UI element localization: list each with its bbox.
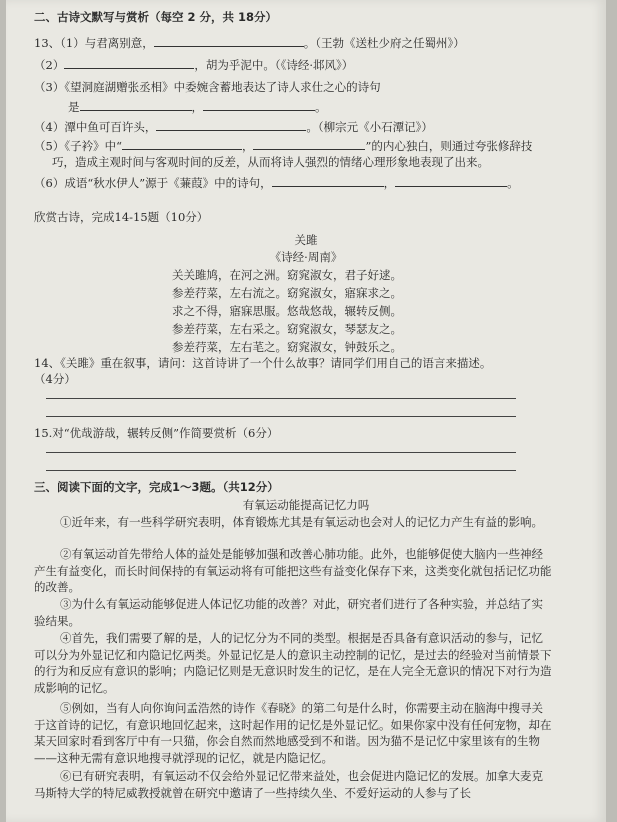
article-paragraph-2: ②有氧运动首先带给人体的益处是能够加强和改善心肺功能。此外，也能够促使大脑内一些神经产生有益变化，而长时间保持的有氧运动将有可能把这些有益变化保存下来，这类变化就包括记忆功能的改善。	[34, 547, 552, 594]
answer-blank[interactable]	[80, 100, 192, 111]
q13-5: （5）《子衿》中“ ， ”的内心独白，则通过夸张修辞技	[34, 139, 533, 153]
article-paragraph-6: ⑥已有研究表明，有氧运动不仅会给外显记忆带来益处，也会促进内隐记忆的发展。加拿大麦克马斯特大学的特尼威教授就曾在研究中邀请了一些持续久坐、不爱好运动的人参与了长	[34, 769, 543, 800]
q13-6: （6）成语“秋水伊人”源于《蒹葭》中的诗句， ， 。	[34, 176, 519, 190]
q14-score: （4分）	[34, 372, 76, 386]
poem-source: 《诗经·周南》	[269, 250, 343, 264]
q13-3-answer: 是 ， 。	[68, 100, 327, 114]
q15-text: 15.对“优哉游哉，辗转反侧”作简要赏析（6分）	[34, 426, 279, 440]
article-paragraph-5: ⑤例如，当有人向你询问孟浩然的诗作《春晓》的第二句是什么时，你需要主动在脑海中搜寻关于这首诗的记忆，有意识地回忆起来，这时起作用的记忆是外显记忆。如果你家中没有任何宠物，却在某天回家时看到客厅中有一只猫，你会自然而然地感受到不和谐。因为猫不是记忆中家里该有的生物——这种无需有意识地搜寻就浮现的记忆，就是内隐记忆。	[34, 701, 552, 765]
q14-text: 14、《关雎》重在叙事，请问：这首诗讲了一个什么故事？请同学们用自己的语言来描述。	[34, 356, 492, 370]
exam-page	[6, 0, 606, 822]
answer-blank[interactable]	[203, 100, 315, 111]
poem-line: 关关雎鸠，在河之洲。窈窕淑女，君子好逑。	[172, 268, 402, 282]
poem-line: 参差荇菜，左右流之。窈窕淑女，寤寐求之。	[172, 286, 402, 300]
answer-blank[interactable]	[122, 139, 242, 150]
answer-blank[interactable]	[156, 120, 306, 131]
article-paragraph-1: ①近年来，有一些科学研究表明，体育锻炼尤其是有氧运动也会对人的记忆力产生有益的影响。	[60, 515, 543, 529]
answer-line[interactable]	[46, 470, 516, 471]
q13-4: （4）潭中鱼可百许头， 。（柳宗元《小石潭记》）	[34, 120, 433, 134]
q13-5-cont: 巧，造成主观时间与客观时间的反差，从而将诗人强烈的情绪心理形象地表现了出来。	[52, 155, 489, 169]
poem-line: 求之不得，寤寐思服。悠哉悠哉，辗转反侧。	[172, 304, 402, 318]
poem-line: 参差荇菜，左右芼之。窈窕淑女，钟鼓乐之。	[172, 340, 402, 354]
q13-3: （3）《望洞庭湖赠张丞相》中委婉含蓄地表达了诗人求仕之心的诗句	[34, 80, 381, 94]
article-paragraph-3: ③为什么有氧运动能够促进人体记忆功能的改善？对此，研究者们进行了各种实验，并总结了实验结果。	[34, 597, 543, 628]
section-3-title: 三、阅读下面的文字，完成1～3题。（共12分）	[34, 480, 279, 494]
q13-1: 13、（1）与君离别意， 。（王勃《送杜少府之任蜀州》）	[34, 36, 465, 50]
poem-line: 参差荇菜，左右采之。窈窕淑女，琴瑟友之。	[172, 322, 402, 336]
answer-blank[interactable]	[154, 36, 304, 47]
q13-2: （2） ，胡为乎泥中。（《诗经·邶风》）	[34, 58, 354, 72]
article-title: 有氧运动能提高记忆力吗	[242, 498, 370, 512]
answer-line[interactable]	[46, 452, 516, 453]
answer-blank[interactable]	[395, 176, 507, 187]
answer-blank[interactable]	[272, 176, 384, 187]
answer-line[interactable]	[46, 416, 516, 417]
answer-blank[interactable]	[253, 139, 365, 150]
poem-title: 关雎	[294, 233, 318, 247]
answer-line[interactable]	[46, 398, 516, 399]
article-paragraph-4: ④首先，我们需要了解的是，人的记忆分为不同的类型。根据是否具备有意识活动的参与，记忆可以分为外显记忆和内隐记忆两类。外显记忆是人的意识主动控制的记忆，是过去的经验对当前情景下的行为和反应有意识的影响；内隐记忆则是无意识时发生的记忆，是在人完全无意识的情况下对行为造成影响的记忆。	[34, 631, 552, 695]
answer-blank[interactable]	[64, 58, 194, 69]
poem-intro: 欣赏古诗，完成14-15题（10分）	[34, 210, 209, 224]
section-2-title: 二、古诗文默写与赏析（每空 2 分，共 18分）	[34, 10, 278, 24]
